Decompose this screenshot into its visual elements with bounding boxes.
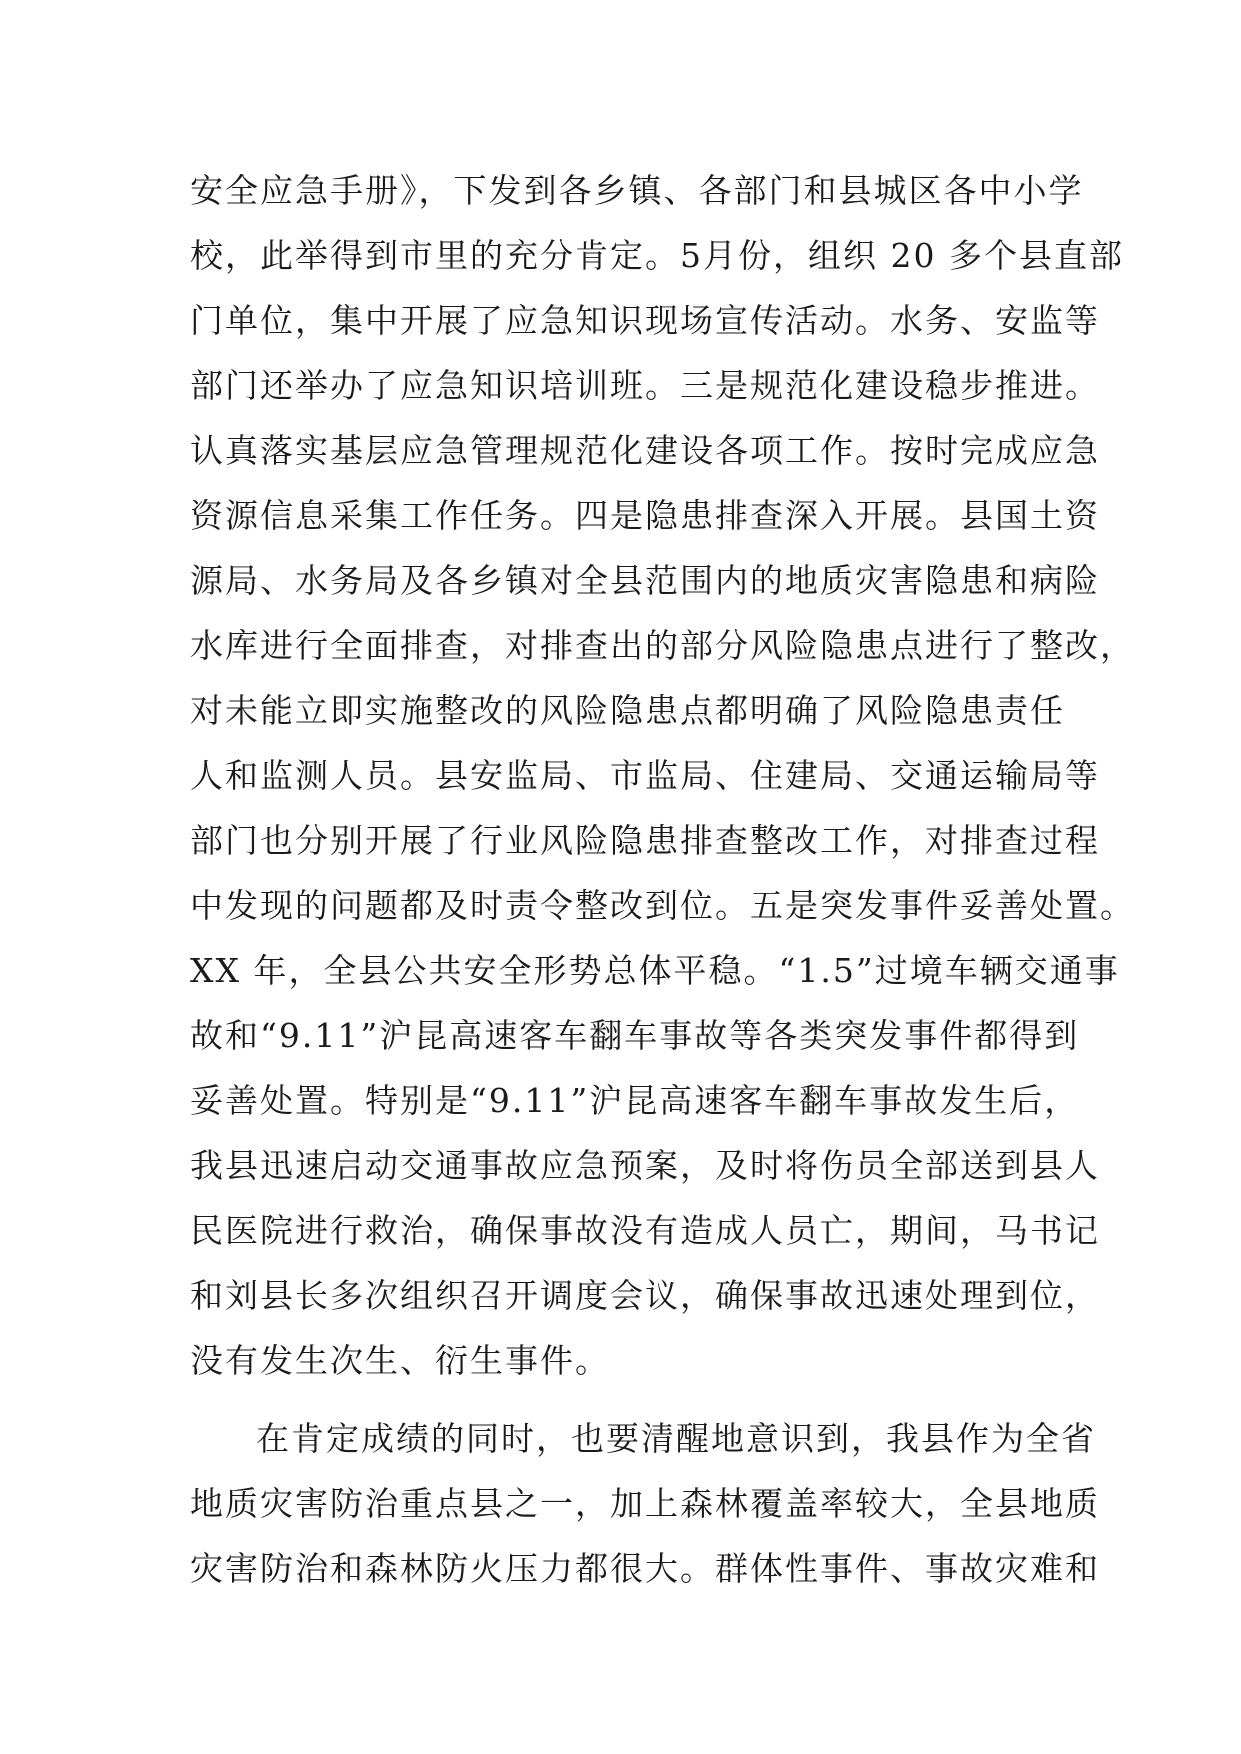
- text-line: XX 年，全县公共安全形势总体平稳。“1.5”过境车辆交通事: [190, 951, 1120, 990]
- text-line: 民医院进行救治，确保事故没有造成人员亡，期间，马书记: [190, 1211, 1100, 1250]
- text-line: 没有发生次生、衍生事件。: [190, 1341, 610, 1380]
- text-line: 校，此举得到市里的充分肯定。5月份，组织 20 多个县直部: [190, 236, 1124, 275]
- text-line: 资源信息采集工作任务。四是隐患排查深入开展。县国土资: [190, 496, 1100, 535]
- text-line: 人和监测人员。县安监局、市监局、住建局、交通运输局等: [190, 756, 1100, 795]
- text-line: 地质灾害防治重点县之一，加上森林覆盖率较大，全县地质: [190, 1484, 1100, 1523]
- text-line: 故和“9.11”沪昆高速客车翻车事故等各类突发事件都得到: [190, 1016, 1080, 1055]
- text-line: 水库进行全面排查，对排查出的部分风险隐患点进行了整改，: [190, 626, 1135, 665]
- text-line: 安全应急手册》，下发到各乡镇、各部门和县城区各中小学: [190, 171, 1084, 210]
- text-line: 部门也分别开展了行业风险隐患排查整改工作，对排查过程: [190, 821, 1100, 860]
- text-line: 门单位，集中开展了应急知识现场宣传活动。水务、安监等: [190, 301, 1100, 340]
- text-line: 部门还举办了应急知识培训班。三是规范化建设稳步推进。: [190, 366, 1100, 405]
- paragraph-2: [190, 1406, 1100, 1601]
- text-line: 源局、水务局及各乡镇对全县范围内的地质灾害隐患和病险: [190, 561, 1100, 600]
- text-line: 对未能立即实施整改的风险隐患点都明确了风险隐患责任: [190, 691, 1065, 730]
- text-line: 认真落实基层应急管理规范化建设各项工作。按时完成应急: [190, 431, 1100, 470]
- paragraph-1: [190, 158, 1135, 1393]
- text-line: 中发现的问题都及时责令整改到位。五是突发事件妥善处置。: [190, 886, 1135, 925]
- text-line: 和刘县长多次组织召开调度会议，确保事故迅速处理到位，: [190, 1276, 1100, 1315]
- text-line: 妥善处置。特别是“9.11”沪昆高速客车翻车事故发生后，: [190, 1081, 1080, 1120]
- text-line: 我县迅速启动交通事故应急预案，及时将伤员全部送到县人: [190, 1146, 1100, 1185]
- text-line: 在肯定成绩的同时，也要清醒地意识到，我县作为全省: [256, 1419, 1096, 1458]
- text-line: 灾害防治和森林防火压力都很大。群体性事件、事故灾难和: [190, 1549, 1100, 1588]
